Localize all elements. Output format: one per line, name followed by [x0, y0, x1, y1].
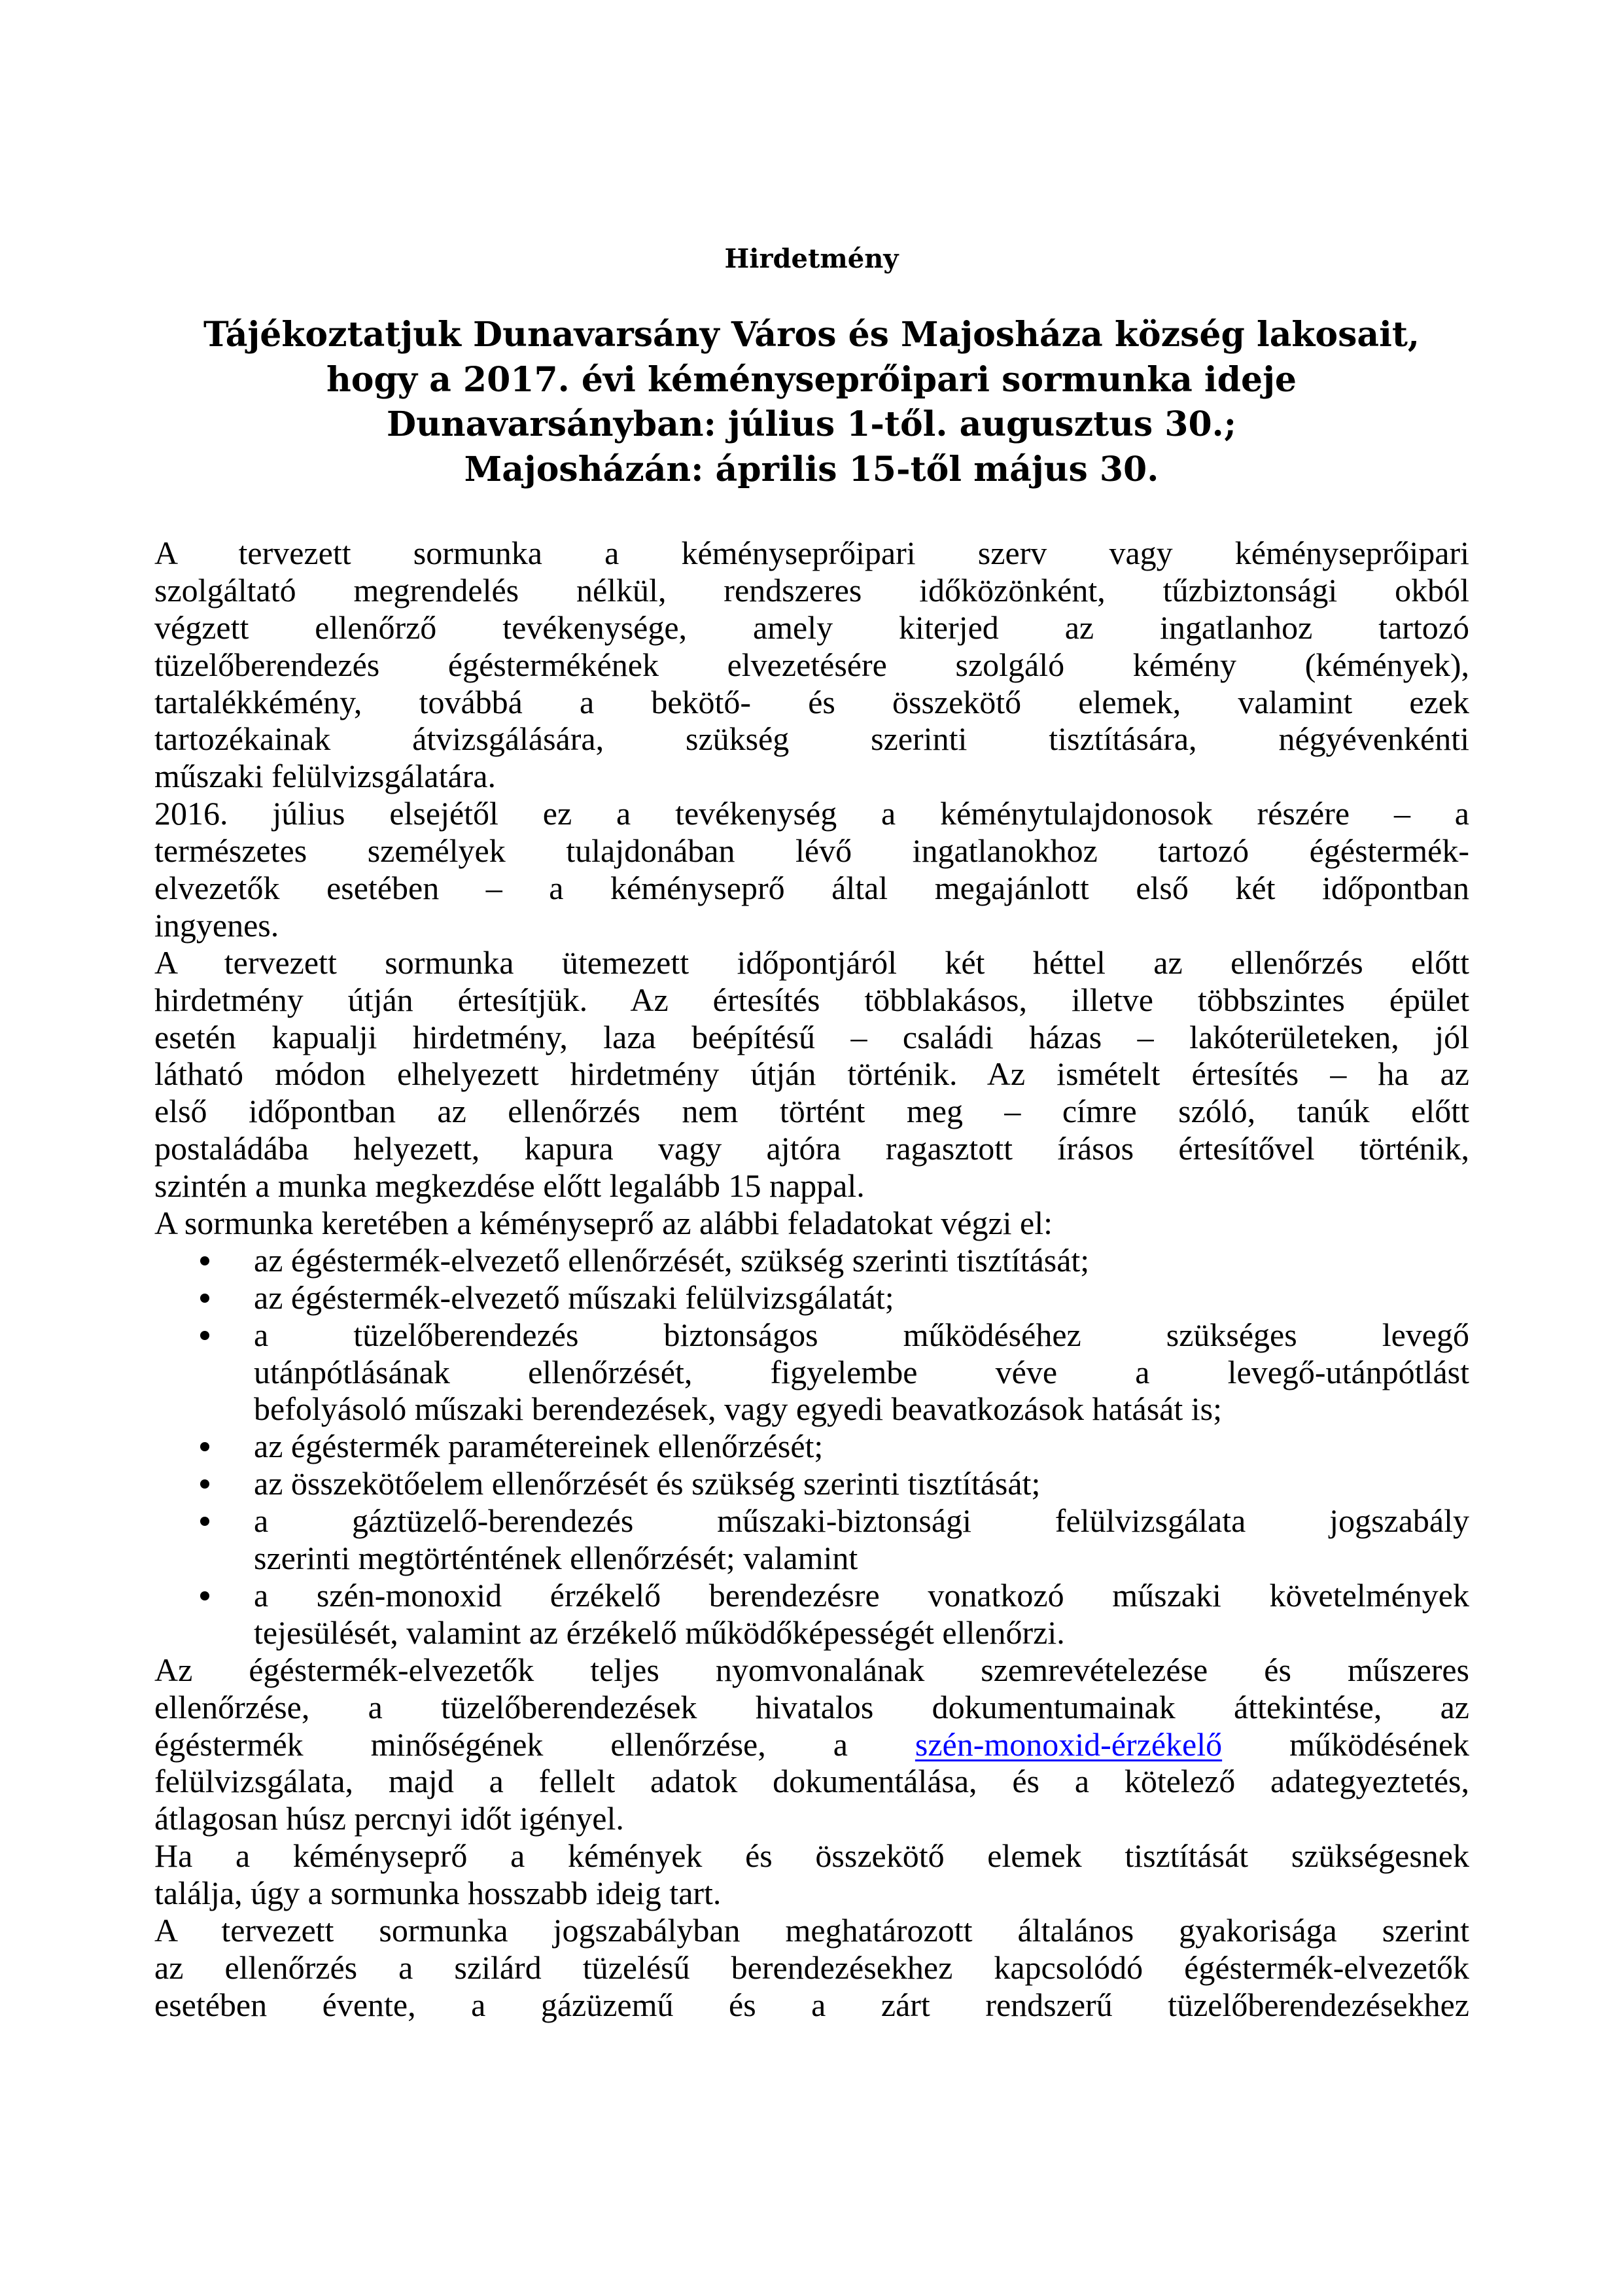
- task-text: a gáztüzelő-berendezés műszaki-biztonsági felülvizsgálata jogszabály: [254, 1502, 1469, 1540]
- task-text: szerinti megtörténtének ellenőrzését; valamint: [254, 1540, 858, 1577]
- task-list: [154, 1242, 1469, 1651]
- text-line: tartalékkémény, továbbá a bekötő- és összekötő elemek, valamint ezek: [154, 683, 1469, 720]
- text-line: szintén a munka megkezdése előtt legalább 15 nappal.: [154, 1167, 865, 1205]
- paragraph-frequency: [154, 1912, 1469, 2024]
- text-line: A tervezett sormunka a kéményseprőipari szerv vagy kéményseprőipari: [154, 535, 1469, 571]
- task-item: [154, 1465, 1469, 1502]
- announcement-headline: [0, 313, 1623, 492]
- text-line: átlagosan húsz percnyi időt igényel.: [154, 1800, 624, 1837]
- text-line: hirdetmény útján értesítjük. Az értesítés többlakásos, illetve többszintes épület: [154, 981, 1469, 1018]
- headline-line: Dunavarsányban: július 1-től. augusztus 30.;: [387, 404, 1236, 444]
- text-line: 2016. július elsejétől ez a tevékenység a kéménytulajdonosok részére – a: [154, 795, 1469, 832]
- text-line: végzett ellenőrző tevékenysége, amely kiterjed az ingatlanhoz tartozó: [154, 609, 1469, 646]
- task-text: az égéstermék paramétereinek ellenőrzését;: [254, 1428, 824, 1465]
- document-body: [154, 535, 1469, 2024]
- bullet-icon: [200, 1331, 209, 1340]
- task-item: [154, 1279, 1469, 1316]
- carbon-monoxide-detector-link[interactable]: szén-monoxid-érzékelő: [915, 1725, 1223, 1763]
- text-line: szolgáltató megrendelés nélkül, rendszeres időközönként, tűzbiztonsági okból: [154, 571, 1469, 609]
- paragraph-inspection-duration: [154, 1651, 1469, 1837]
- text-line: A tervezett sormunka ütemezett időpontjáról két héttel az ellenőrzés előtt: [154, 944, 1469, 981]
- text-line: postaládába helyezett, kapura vagy ajtóra ragasztott írásos értesítővel történik,: [154, 1130, 1469, 1167]
- text-line: felülvizsgálata, majd a fellelt adatok dokumentálása, és a kötelező adategyeztetés,: [154, 1763, 1469, 1800]
- text-line: esetében évente, a gázüzemű és a zárt rendszerű tüzelőberendezésekhez: [154, 1986, 1469, 2023]
- task-text: az égéstermék-elvezető ellenőrzését, szükség szerinti tisztítását;: [254, 1241, 1090, 1279]
- text-line: első időpontban az ellenőrzés nem történt meg – címre szóló, tanúk előtt: [154, 1093, 1469, 1130]
- text-line: találja, úgy a sormunka hosszabb ideig tart.: [154, 1875, 722, 1912]
- document-title: Hirdetmény: [724, 243, 899, 274]
- text-line: látható módon elhelyezett hirdetmény útján történik. Az ismételt értesítés – ha az: [154, 1055, 1469, 1093]
- text-line: esetén kapualji hirdetmény, laza beépítésű – családi házas – lakóterületeken, jól: [154, 1018, 1469, 1055]
- text-line: tartozékainak átvizsgálására, szükség szerinti tisztítására, négyévenkénti: [154, 720, 1469, 758]
- text-line-with-link: [154, 1726, 1469, 1763]
- paragraph-sormunka-definition: [154, 535, 1469, 795]
- task-item: [154, 1428, 1469, 1465]
- bullet-icon: [200, 1294, 209, 1303]
- task-text: tejesülését, valamint az érzékelő működőképességét ellenőrzi.: [254, 1614, 1065, 1651]
- text-line: műszaki felülvizsgálatára.: [154, 758, 496, 795]
- headline-line: Tájékoztatjuk Dunavarsány Város és Majosháza község lakosait,: [203, 315, 1420, 355]
- text-line: tüzelőberendezés égéstermékének elvezetésére szolgáló kémény (kémények),: [154, 646, 1469, 683]
- headline-line: Majosházán: április 15-től május 30.: [464, 449, 1159, 489]
- bullet-icon: [200, 1256, 209, 1265]
- task-list-intro: A sormunka keretében a kéményseprő az alábbi feladatokat végzi el:: [154, 1205, 1053, 1242]
- paragraph-free-of-charge: [154, 795, 1469, 944]
- text-line: Ha a kéményseprő a kémények és összekötő elemek tisztítását szükségesnek: [154, 1837, 1469, 1875]
- task-item: [154, 1316, 1469, 1428]
- text-line: A tervezett sormunka jogszabályban meghatározott általános gyakorisága szerint: [154, 1911, 1469, 1949]
- text-line: az ellenőrzés a szilárd tüzelésű berendezésekhez kapcsolódó égéstermék-elvezetők: [154, 1949, 1469, 1986]
- bullet-icon: [200, 1442, 209, 1451]
- task-text: az összekötőelem ellenőrzését és szükség szerinti tisztítását;: [254, 1465, 1041, 1502]
- task-item: [154, 1242, 1469, 1279]
- bullet-icon: [200, 1479, 209, 1489]
- text-segment: égéstermék minőségének ellenőrzése, a: [154, 1725, 848, 1763]
- text-line: Az égéstermék-elvezetők teljes nyomvonalának szemrevételezése és műszeres: [154, 1651, 1469, 1688]
- paragraph-cleaning: [154, 1837, 1469, 1912]
- task-text: befolyásoló műszaki berendezések, vagy egyedi beavatkozások hatását is;: [254, 1390, 1223, 1428]
- task-text: utánpótlásának ellenőrzését, figyelembe véve a levegő-utánpótlást: [254, 1353, 1469, 1390]
- bullet-icon: [200, 1517, 209, 1526]
- text-line: természetes személyek tulajdonában lévő ingatlanokhoz tartozó égéstermék-: [154, 832, 1469, 870]
- bullet-icon: [200, 1591, 209, 1600]
- text-line: ingyenes.: [154, 906, 279, 944]
- task-item: [154, 1577, 1469, 1651]
- text-line: elvezetők esetében – a kéményseprő által megajánlott első két időpontban: [154, 870, 1469, 907]
- text-segment: működésének: [1289, 1725, 1469, 1763]
- text-line: ellenőrzése, a tüzelőberendezések hivatalos dokumentumainak áttekintése, az: [154, 1688, 1469, 1725]
- task-text: az égéstermék-elvezető műszaki felülvizsgálatát;: [254, 1279, 894, 1316]
- task-item: [154, 1502, 1469, 1577]
- paragraph-notification: [154, 944, 1469, 1205]
- task-text: a tüzelőberendezés biztonságos működéséhez szükséges levegő: [254, 1316, 1469, 1353]
- task-text: a szén-monoxid érzékelő berendezésre vonatkozó műszaki követelmények: [254, 1576, 1469, 1614]
- headline-line: hogy a 2017. évi kéményseprőipari sormunka ideje: [326, 359, 1297, 400]
